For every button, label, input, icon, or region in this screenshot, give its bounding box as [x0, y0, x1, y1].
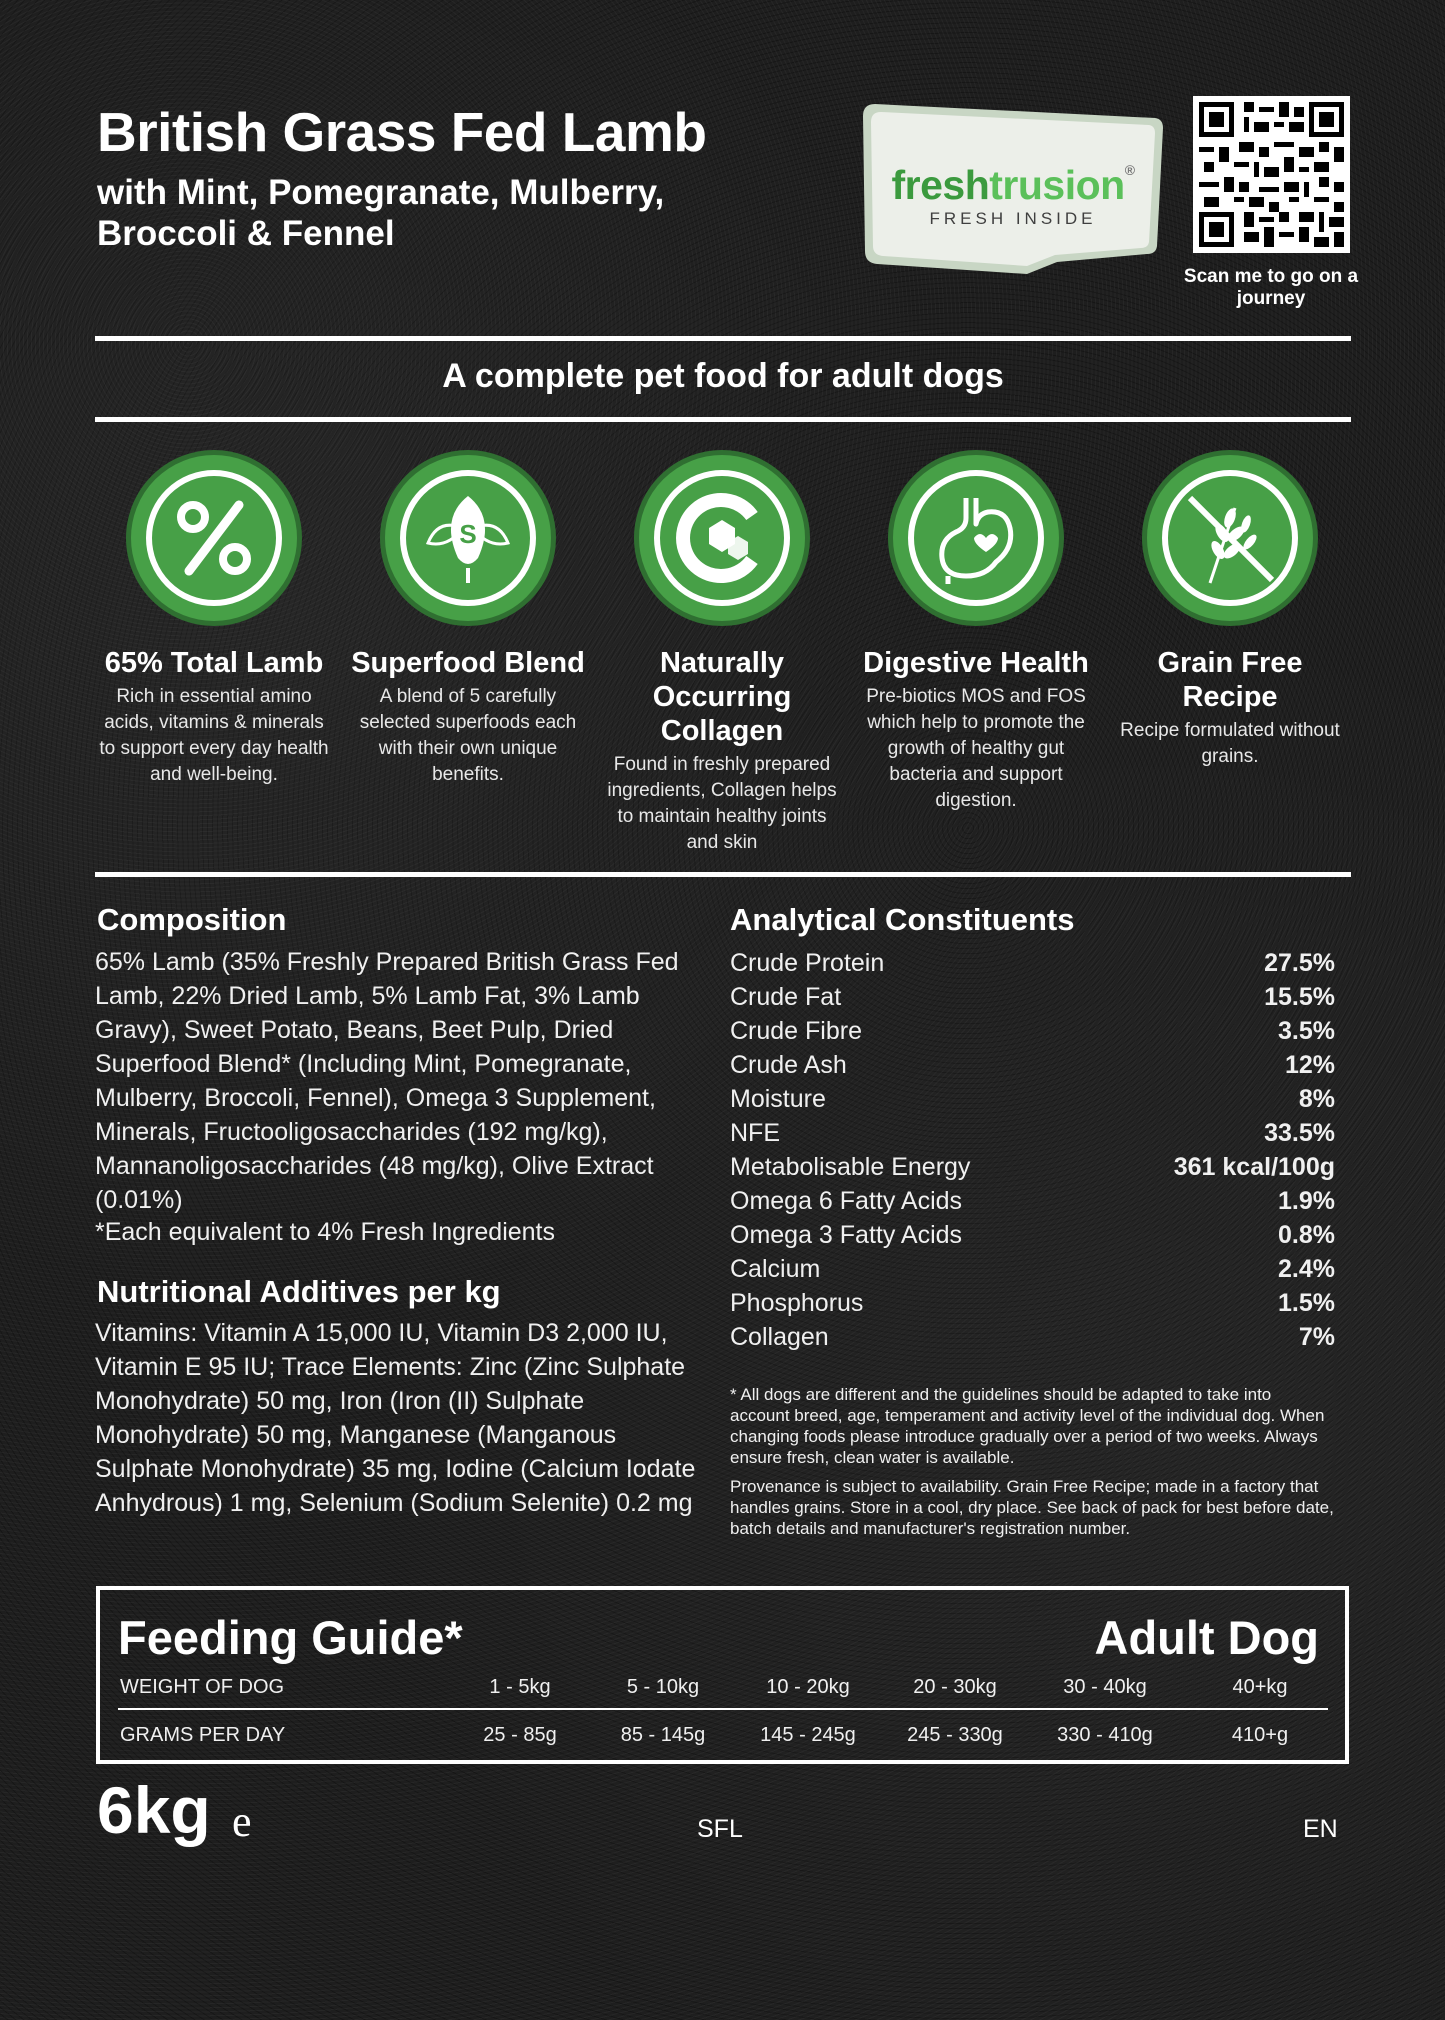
constituent-row [730, 1286, 1335, 1320]
feeding-guide-title: Feeding Guide* [118, 1611, 463, 1664]
feature-desc: Found in freshly prepared ingredients, Collagen helps to maintain healthy joints and skin [607, 754, 837, 853]
feature-title: 65% Total Lamb [104, 647, 324, 679]
constituent-name: Crude Ash [730, 1051, 847, 1079]
constituent-name: Metabolisable Energy [730, 1153, 971, 1181]
constituent-value: 1.9% [1278, 1187, 1335, 1215]
analytical-heading: Analytical Constituents [730, 902, 1075, 937]
feature-collagen [602, 450, 842, 856]
estimated-mark: e [232, 1797, 252, 1846]
feeding-guide-audience: Adult Dog [1094, 1611, 1319, 1664]
feature-title: Naturally Occurring Collagen [652, 647, 792, 747]
net-weight: 6kg [97, 1773, 211, 1847]
feeding-cell: 245 - 330g [907, 1724, 1003, 1746]
divider [118, 1708, 1328, 1710]
feeding-cell: 410+g [1231, 1724, 1289, 1746]
feeding-disclaimer: * All dogs are different and the guidelines should be adapted to take into account breed, age, temperament and activity level of the individual dog. When changing foods please introduce gradually over a period of two weeks. Always ensure fresh, clean water is available. [730, 1385, 1325, 1467]
constituent-row [730, 1048, 1335, 1082]
constituent-row [730, 1082, 1335, 1116]
constituent-value: 0.8% [1278, 1221, 1335, 1249]
feature-desc: Pre-biotics MOS and FOS which help to promote the growth of healthy gut bacteria and support digestion. [866, 686, 1086, 811]
language-code: EN [1303, 1815, 1338, 1843]
stomach-heart-icon [908, 470, 1044, 606]
constituent-value: 12% [1284, 1051, 1335, 1079]
feeding-cell: 40+kg [1232, 1676, 1288, 1698]
constituent-name: Calcium [730, 1255, 821, 1283]
feature-title: Digestive Health [863, 647, 1089, 679]
constituent-value: 7% [1298, 1323, 1335, 1351]
no-grain-icon [1162, 470, 1298, 606]
constituent-name: Omega 6 Fatty Acids [730, 1187, 963, 1215]
feature-title: Grain Free Recipe [1157, 647, 1303, 713]
constituent-row [730, 1014, 1335, 1048]
constituent-name: Phosphorus [730, 1289, 864, 1317]
constituent-value: 27.5% [1264, 949, 1335, 977]
feature-title: Superfood Blend [351, 647, 585, 679]
constituent-row [730, 1150, 1335, 1184]
constituent-row [730, 1252, 1335, 1286]
constituent-value: 3.5% [1278, 1017, 1335, 1045]
collagen-icon [654, 470, 790, 606]
composition-text: 65% Lamb (35% Freshly Prepared British Grass Fed Lamb, 22% Dried Lamb, 5% Lamb Fat, 3% Lamb Gravy), Sweet Potato, Beans, Beet Pulp, Dried Superfood Blend* (Including Mint, Pomegranate, Mulberry, Broccoli, Fennel), Omega 3 Supplement, Minerals, Fructooligosaccharides (192 mg/kg), Mannanoligosaccharides (48 mg/kg), Olive Extract (0.01%) [95, 948, 679, 1214]
constituent-value: 2.4% [1278, 1255, 1335, 1283]
feature-total-lamb [94, 450, 334, 788]
constituent-row [730, 1116, 1335, 1150]
feeding-cell: 330 - 410g [1057, 1724, 1153, 1746]
feeding-cell: 85 - 145g [620, 1724, 706, 1746]
constituent-name: NFE [730, 1119, 780, 1147]
logo-tagline: FRESH INSIDE [929, 209, 1097, 228]
tagline: A complete pet food for adult dogs [442, 357, 1004, 395]
additives-text: Vitamins: Vitamin A 15,000 IU, Vitamin D3 2,000 IU, Vitamin E 95 IU; Trace Elements: Zinc (Zinc Sulphate Monohydrate) 50 mg, Iron (Iron (II) Sulphate Monohydrate) 50 mg, Manganese (Manganous Sulphate Monohydrate) 35 mg, Iodine (Calcium Iodate Anhydrous) 1 mg, Selenium (Sodium Selenite) 0.2 mg [95, 1319, 696, 1517]
feeding-cell: 5 - 10kg [626, 1676, 700, 1698]
feeding-cell: 20 - 30kg [913, 1676, 997, 1698]
constituent-value: 1.5% [1278, 1289, 1335, 1317]
divider [95, 872, 1351, 877]
product-subtitle: with Mint, Pomegranate, Mulberry, Broccoli & Fennel [97, 173, 665, 253]
feeding-guide [96, 1586, 1349, 1764]
constituent-row [730, 1184, 1335, 1218]
freshtrusion-logo [857, 96, 1169, 276]
product-code: SFL [697, 1815, 743, 1843]
constituent-row [730, 1320, 1335, 1354]
provenance-note: Provenance is subject to availability. Grain Free Recipe; made in a factory that handles grains. Store in a cool, dry place. See back of pack for best before date, batch details and manufacturer's registration number. [730, 1477, 1334, 1538]
feature-desc: A blend of 5 carefully selected superfoods each with their own unique benefits. [359, 686, 577, 785]
constituent-value: 33.5% [1264, 1119, 1335, 1147]
constituent-name: Moisture [730, 1085, 826, 1113]
superfood-leaf-icon [400, 470, 536, 606]
constituent-name: Omega 3 Fatty Acids [730, 1221, 963, 1249]
constituent-name: Crude Fibre [730, 1017, 862, 1045]
constituent-value: 361 kcal/100g [1173, 1153, 1335, 1181]
constituent-name: Collagen [730, 1323, 829, 1351]
constituent-name: Crude Protein [730, 949, 885, 977]
constituent-row [730, 980, 1335, 1014]
composition-footnote: *Each equivalent to 4% Fresh Ingredients [95, 1218, 555, 1246]
analytical-table [730, 946, 1335, 1354]
logo-wordmark: freshtrusion® [891, 162, 1135, 208]
additives-heading: Nutritional Additives per kg [97, 1274, 501, 1309]
feeding-row-label: WEIGHT OF DOG [120, 1676, 285, 1698]
divider [95, 417, 1351, 422]
qr-code[interactable] [1193, 96, 1350, 253]
feeding-cell: 25 - 85g [483, 1724, 557, 1746]
constituent-name: Crude Fat [730, 983, 842, 1011]
divider [95, 336, 1351, 341]
feeding-cell: 10 - 20kg [766, 1676, 850, 1698]
feature-desc: Rich in essential amino acids, vitamins & minerals to support every day health and well-being. [99, 686, 329, 785]
constituent-row [730, 1218, 1335, 1252]
percent-icon [146, 470, 282, 606]
feeding-cell: 145 - 245g [760, 1724, 856, 1746]
constituent-row [730, 946, 1335, 980]
constituent-value: 8% [1298, 1085, 1335, 1113]
feature-digestive-health [856, 450, 1096, 814]
feeding-cell: 1 - 5kg [489, 1676, 551, 1698]
feature-grain-free [1110, 450, 1350, 770]
qr-code-icon [1199, 102, 1344, 247]
feature-superfood-blend [348, 450, 588, 788]
qr-caption: Scan me to go on a journey [1183, 266, 1359, 309]
constituent-value: 15.5% [1264, 983, 1335, 1011]
product-title: British Grass Fed Lamb [97, 101, 707, 163]
feeding-cell: 30 - 40kg [1063, 1676, 1147, 1698]
feeding-row-label: GRAMS PER DAY [120, 1724, 286, 1746]
composition-heading: Composition [97, 902, 287, 937]
feature-desc: Recipe formulated without grains. [1120, 720, 1340, 767]
svg-text:S: S [459, 519, 477, 549]
